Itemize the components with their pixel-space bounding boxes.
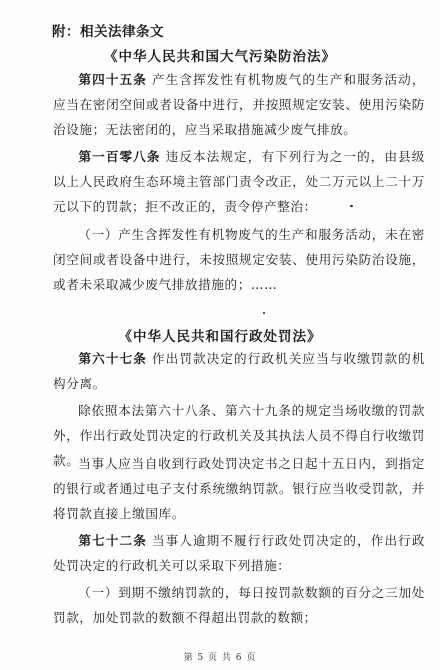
article-text: 当事人应当自收到行政处罚决定书之日起十五日内，到指定的银行或者通过电子支付系统缴纳罚款。银行应当收受罚款，并将罚款直接上缴国库。 — [53, 456, 425, 521]
law2-article-72 — [53, 528, 425, 578]
article-number: 第四十五条 — [78, 72, 147, 87]
article-text: （一）产生含挥发性有机物废气的生产和服务活动，未在密闭空间或者设备中进行，未按照规定安装、使用污染防治设施，或者未采取减少废气排放措施的；…… — [53, 227, 425, 292]
article-number: 第七十二条 — [78, 533, 147, 548]
scan-speck — [263, 312, 265, 314]
article-number: 第一百零八条 — [78, 149, 161, 164]
article-text: 产生含挥发性有机物废气的生产和服务活动，应当在密闭空间或者设备中进行，并按照规定安装、使用污染防治设施；无法密闭的，应当采取措施减少废气排放。 — [53, 72, 426, 137]
article-text: 作出罚款决定的行政机关应当与收缴罚款的机构分离。 — [53, 351, 426, 391]
article-text: （一）到期不缴纳罚款的，每日按罚款数额的百分之三加处罚款，加处罚款的数额不得超出罚款的数额； — [53, 585, 425, 625]
page-number-footer: 第 5 页 共 6 页 — [183, 653, 257, 663]
law2-article-67 — [53, 346, 425, 396]
law2-article-67-para-3 — [53, 451, 425, 526]
law-title-air-pollution: 《中华人民共和国大气污染防治法》 — [104, 49, 336, 65]
scan-speck — [350, 205, 353, 207]
appendix-title: 附：相关法律条文 — [52, 24, 164, 40]
article-text: 当事人逾期不履行行政处罚决定的，作出行政处罚决定的行政机关可以采取下列措施： — [53, 533, 426, 573]
law-title-administrative-penalty: 《中华人民共和国行政处罚法》 — [118, 329, 322, 345]
law1-article-45 — [53, 67, 425, 142]
article-text: 违反本法规定，有下列行为之一的，由县级以上人民政府生态环境主管部门责令改正，处二万元以上二十万元以下的罚款；拒不改正的，责令停产整治： — [53, 149, 425, 214]
law2-article-72-item-1 — [53, 580, 425, 630]
law1-article-108-item-1 — [53, 222, 425, 297]
law1-article-108 — [53, 144, 425, 219]
article-number: 第六十七条 — [78, 351, 147, 366]
article-text: 除依照本法第六十八条、第六十九条的规定当场收缴的罚款外，作出行政处罚决定的行政机关及其执法人员不得自行收缴罚款。 — [53, 403, 425, 468]
